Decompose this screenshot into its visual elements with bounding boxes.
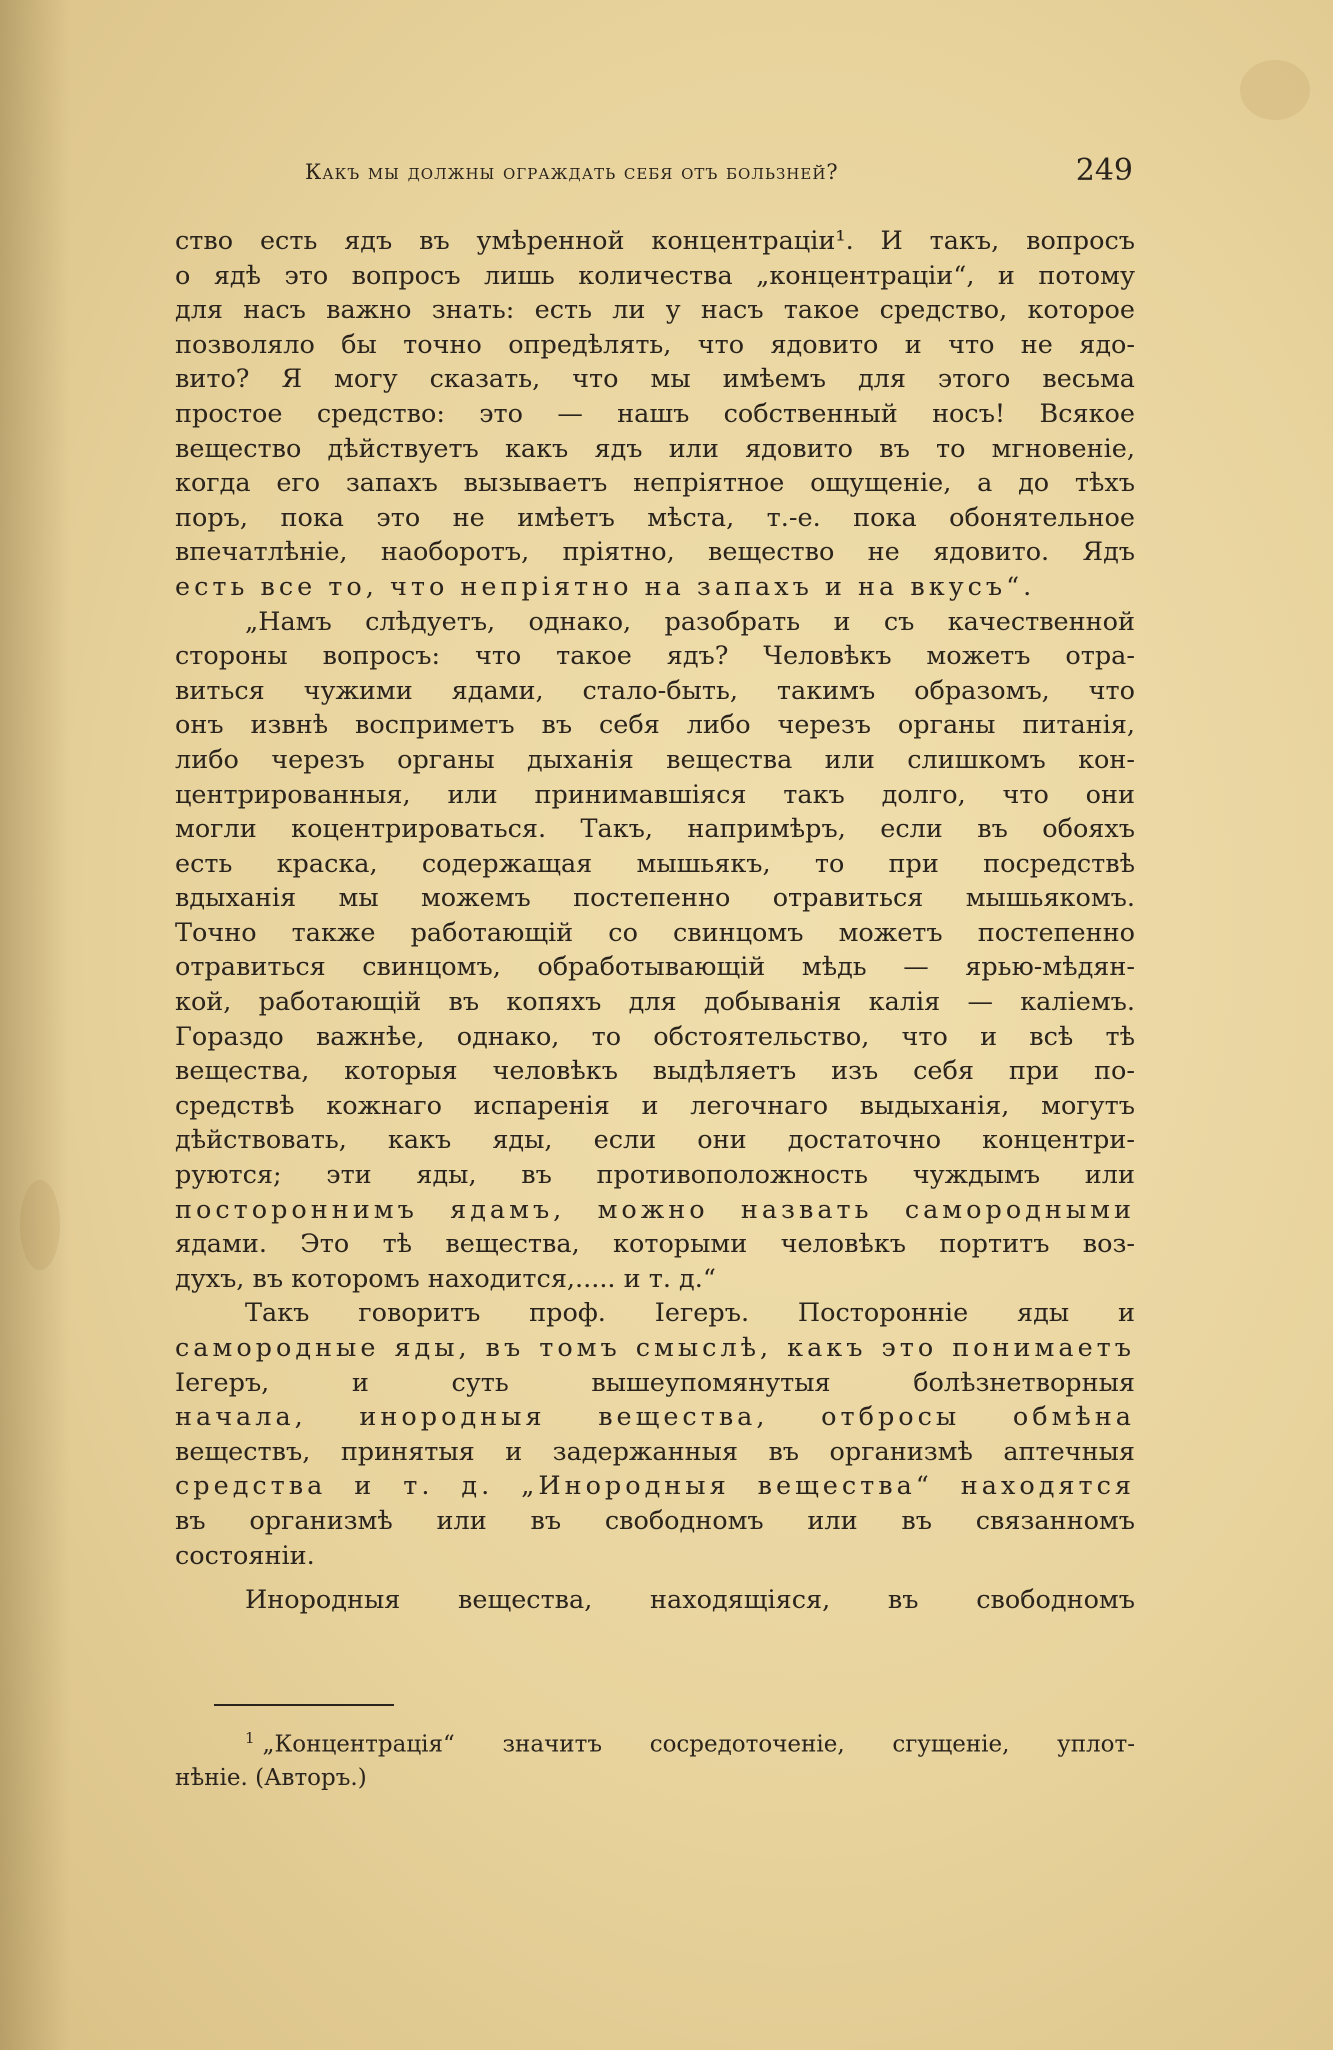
text-line: отравиться свинцомъ, обработывающій мѣдь — ярью-мѣдян- — [175, 952, 1135, 983]
text-line: состояніи. — [175, 1540, 315, 1571]
text-line: когда его запахъ вызываетъ непріятное ощущеніе, а до тѣхъ — [175, 468, 1135, 499]
text-line: средства и т. д. „Инородныя вещества“ находятся — [175, 1471, 1135, 1502]
text-line: о ядѣ это вопросъ лишь количества „концентраціи“, и потому — [175, 260, 1135, 291]
text-line: есть краска, содержащая мышьякъ, то при посредствѣ — [175, 848, 1135, 879]
body-text — [175, 224, 1135, 1618]
paragraph-2 — [175, 605, 1135, 1297]
text-line: средствѣ кожнаго испаренія и легочнаго выдыханія, могутъ — [175, 1090, 1135, 1121]
text-line: поръ, пока это не имѣетъ мѣста, т.-е. пока обонятельное — [175, 502, 1135, 533]
footnote-line: нѣніе. (Авторъ.) — [175, 1764, 367, 1791]
text-line: дѣйствовать, какъ яды, если они достаточно концентри- — [175, 1125, 1135, 1156]
text-line: вещество дѣйствуетъ какъ ядъ или ядовито въ то мгновеніе, — [175, 433, 1135, 464]
text-line: въ организмѣ или въ свободномъ или въ связанномъ — [175, 1505, 1135, 1536]
text-line: постороннимъ ядамъ, можно назвать самородными — [175, 1194, 1135, 1225]
text-line: ядами. Это тѣ вещества, которыми человѣкъ портитъ воз- — [175, 1229, 1135, 1260]
page-number: 249 — [1075, 153, 1133, 188]
text-line: веществъ, принятыя и задержанныя въ организмѣ аптечныя — [175, 1436, 1135, 1467]
running-head: Какъ мы должны ограждать себя отъ бользней? — [305, 160, 839, 184]
text-line: Гораздо важнѣе, однако, то обстоятельство, что и всѣ тѣ — [175, 1021, 1135, 1052]
paragraph-3 — [175, 1296, 1135, 1573]
paragraph-1 — [175, 224, 1135, 605]
text-line: стороны вопросъ: что такое ядъ? Человѣкъ можетъ отра- — [175, 641, 1135, 672]
page-header — [175, 150, 1145, 200]
footnote-divider — [214, 1704, 394, 1706]
paper-stain — [1240, 60, 1310, 120]
text-line: руются; эти яды, въ противоположность чуждымъ или — [175, 1160, 1135, 1191]
text-line: центрированныя, или принимавшіяся такъ долго, что они — [175, 779, 1135, 810]
text-line: вдыханія мы можемъ постепенно отравиться мышьякомъ. — [175, 883, 1135, 914]
text-line: самородные яды, въ томъ смыслѣ, какъ это понимаетъ — [175, 1333, 1135, 1363]
text-line: Инородныя вещества, находящіяся, въ свободномъ — [245, 1585, 1135, 1616]
text-line: Точно также работающій со свинцомъ можетъ постепенно — [175, 917, 1135, 948]
page-gutter-shadow — [0, 0, 70, 2050]
text-line: впечатлѣніе, наоборотъ, пріятно, вещество не ядовито. Ядъ — [175, 537, 1135, 568]
text-line: „Намъ слѣдуетъ, однако, разобрать и съ качественной — [245, 606, 1135, 637]
text-line: есть все то, что непріятно на запахъ и на вкусъ“. — [175, 571, 1036, 602]
text-line: начала, инородныя вещества, отбросы обмѣна — [175, 1402, 1135, 1433]
text-line: позволяло бы точно опредѣлять, что ядовито и что не ядо- — [175, 329, 1135, 360]
text-line: либо черезъ органы дыханія вещества или слишкомъ кон- — [175, 744, 1135, 775]
paragraph-4 — [175, 1583, 1135, 1618]
text-line: могли коцентрироваться. Такъ, напримѣръ, если въ обояхъ — [175, 814, 1135, 845]
text-line: вещества, которыя человѣкъ выдѣляетъ изъ себя при по- — [175, 1056, 1135, 1087]
text-line: духъ, въ которомъ находится,..... и т. д.“ — [175, 1263, 716, 1294]
text-line: ство есть ядъ въ умѣренной концентраціи¹. И такъ, вопросъ — [175, 226, 1135, 256]
text-line: вито? Я могу сказать, что мы имѣемъ для этого весьма — [175, 364, 1135, 395]
text-line: Такъ говоритъ проф. Іегеръ. Посторонніе яды и — [245, 1298, 1135, 1329]
text-line: кой, работающій въ копяхъ для добыванія калія — каліемъ. — [175, 987, 1135, 1018]
text-line: виться чужими ядами, стало-быть, такимъ образомъ, что — [175, 675, 1135, 706]
text-line: для насъ важно знать: есть ли у насъ такое средство, которое — [175, 295, 1135, 326]
text-line: онъ извнѣ восприметъ въ себя либо черезъ органы питанія, — [175, 710, 1135, 741]
footnote-line — [175, 1722, 1135, 1762]
text-line: простое средство: это — нашъ собственный носъ! Всякое — [175, 398, 1135, 429]
footnote-marker: 1 — [245, 1729, 255, 1747]
footnote-text: „Концентрація“ значитъ сосредоточеніе, сгущеніе, уплот- — [262, 1731, 1135, 1758]
text-line: Іегеръ, и суть вышеупомянутыя болѣзнетворныя — [175, 1367, 1135, 1398]
paper-stain — [20, 1180, 60, 1270]
footnote — [175, 1722, 1135, 1795]
